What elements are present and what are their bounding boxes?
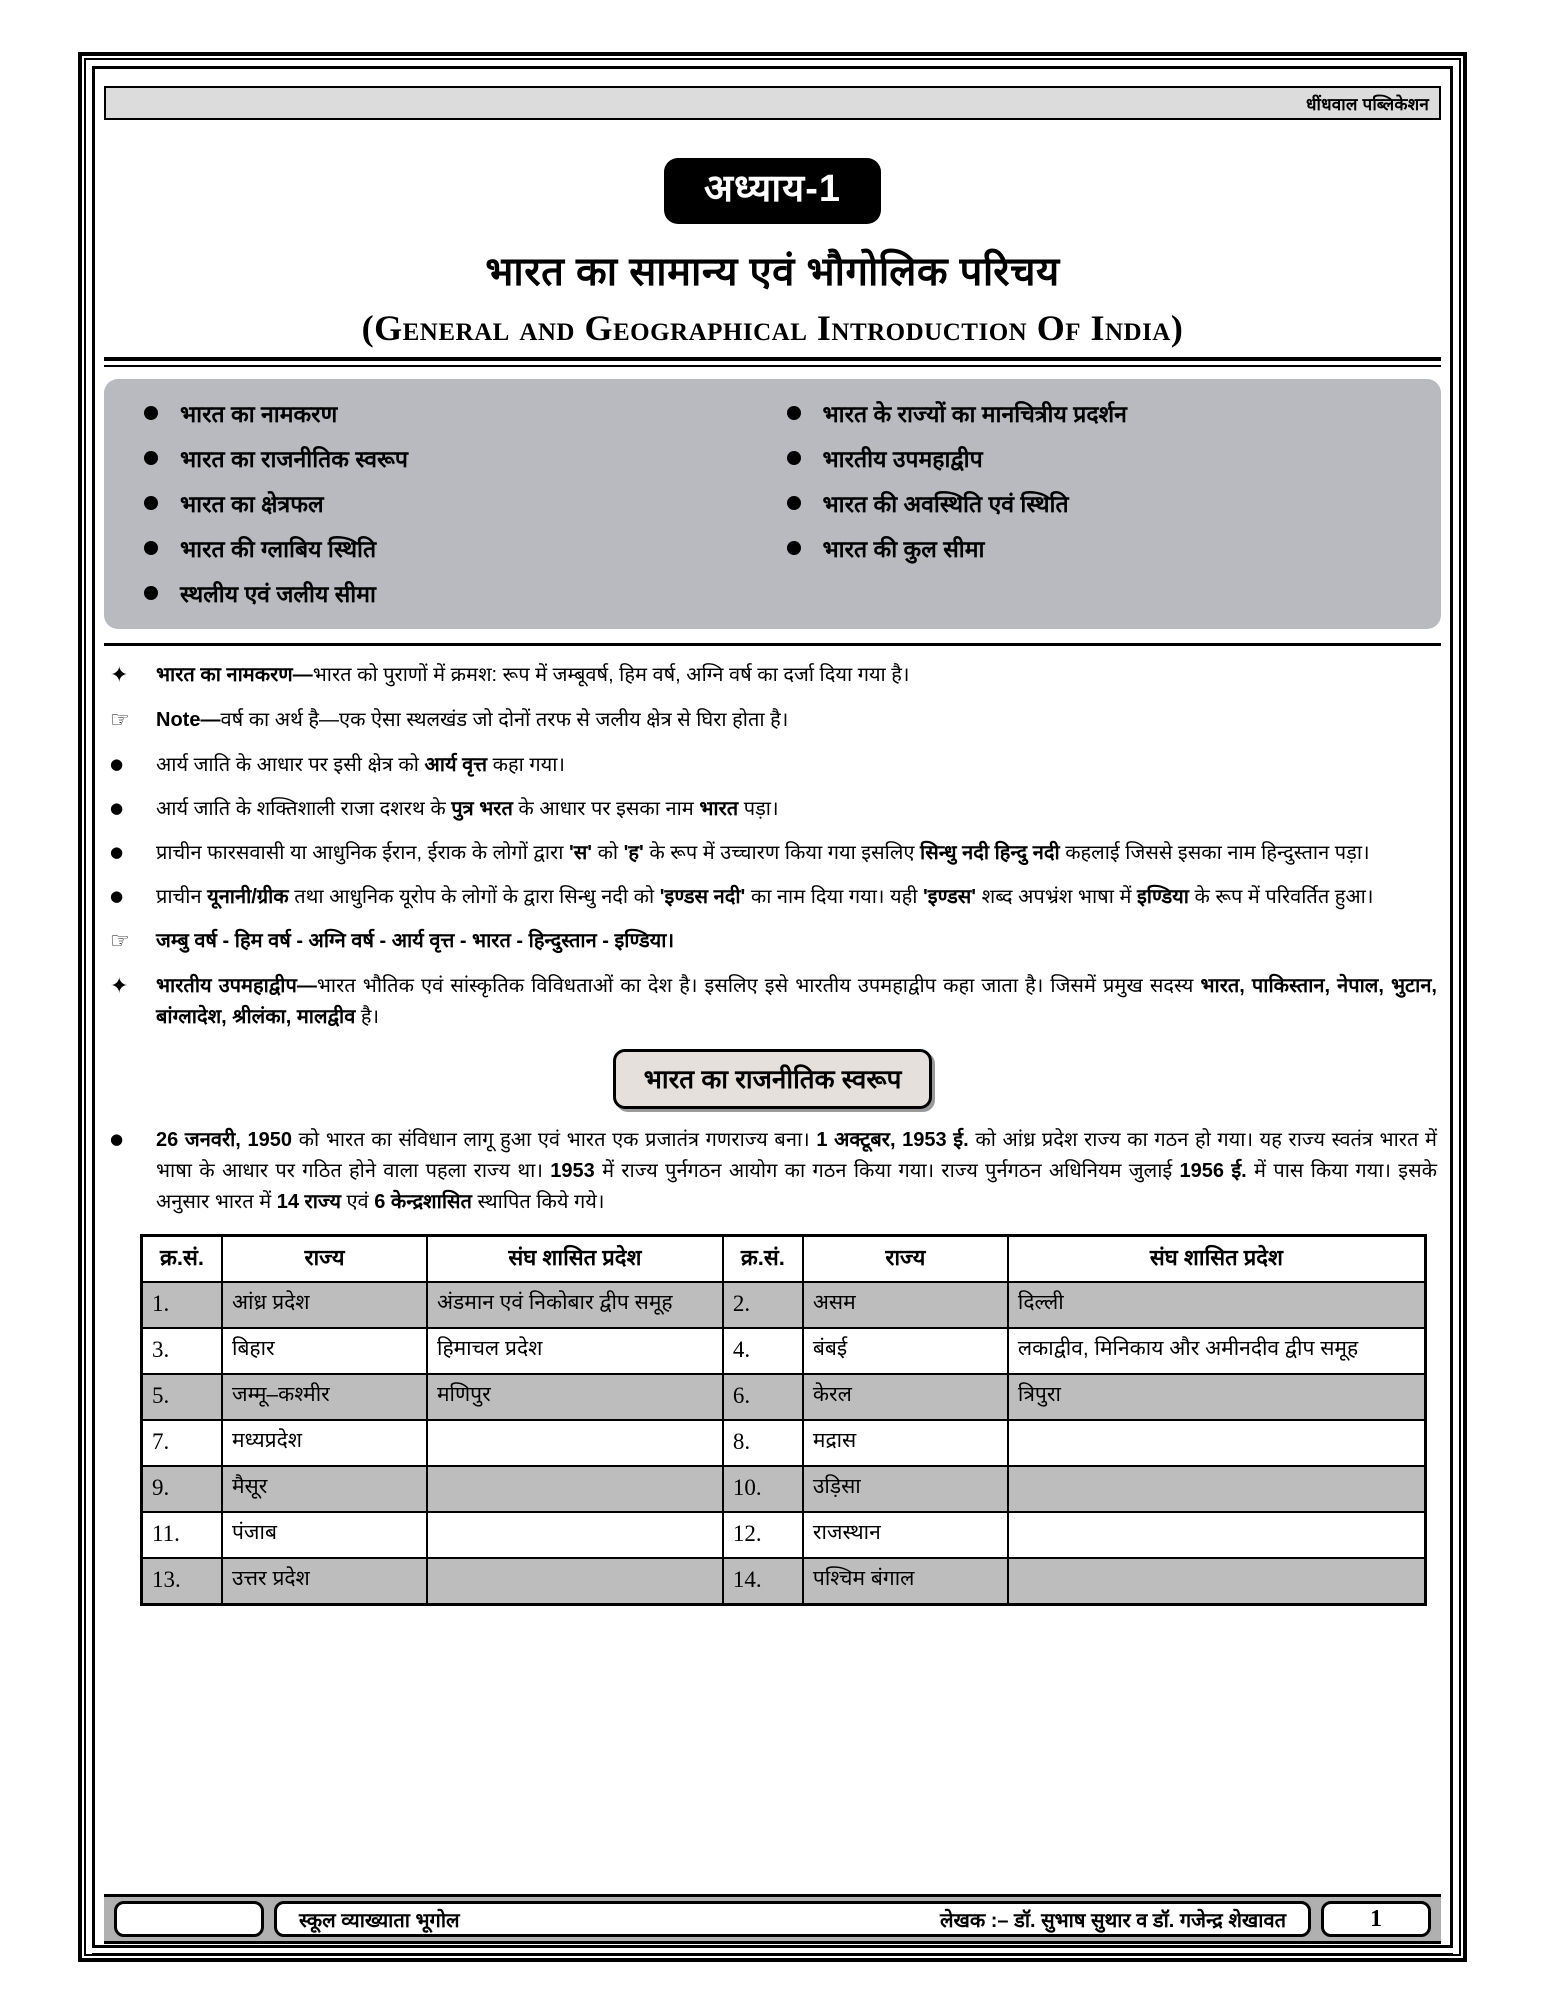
table-cell bbox=[427, 1466, 723, 1512]
topic-item bbox=[130, 397, 773, 429]
page-content bbox=[104, 78, 1441, 1936]
table-cell: मध्यप्रदेश bbox=[222, 1420, 427, 1466]
table-cell: 10. bbox=[723, 1466, 803, 1512]
bullet-dot-icon: ● bbox=[110, 1129, 124, 1148]
footer-bottom-rule bbox=[92, 1953, 1453, 1956]
table-cell bbox=[427, 1512, 723, 1558]
body-bullet-row bbox=[104, 705, 1441, 737]
body-bullet-row bbox=[104, 660, 1441, 692]
table-cell bbox=[427, 1558, 723, 1604]
body-bullet-row bbox=[104, 794, 1441, 825]
body-bullet-text: आर्य जाति के आधार पर इसी क्षेत्र को आर्य वृत्त कहा गया। bbox=[156, 753, 565, 776]
bullet-hand-icon: ☞ bbox=[110, 928, 130, 954]
table-cell: दिल्ली bbox=[1008, 1282, 1426, 1328]
table-body bbox=[142, 1282, 1426, 1604]
body-bullet-text: भारतीय उपमहाद्वीप—भारत भौतिक एवं सांस्कृतिक विविधताओं का देश है। इसलिए इसे भारतीय उपमहाद्वीप कहा जाता है। जिसमें प्रमुख सदस्य भारत, पाकिस्तान, नेपाल, भुटान, बांग्लादेश, श्रीलंका, मालद्वीव है। bbox=[156, 974, 1437, 1028]
bullet-star-icon: ✦ bbox=[110, 973, 129, 999]
body-bullet-text: प्राचीन यूनानी/ग्रीक तथा आधुनिक यूरोप के लोगों के द्वारा सिन्धु नदी को 'इण्डस नदी' का नाम दिया गया। यही 'इण्डस' शब्द अपभ्रंश भाषा में इण्डिया के रूप में परिवर्तित हुआ। bbox=[156, 885, 1374, 908]
table-column-header: संघ शासित प्रदेश bbox=[1008, 1235, 1426, 1282]
table-cell: 4. bbox=[723, 1328, 803, 1374]
topic-item bbox=[130, 532, 773, 564]
body-bullet-text: आर्य जाति के शक्तिशाली राजा दशरथ के पुत्र भरत के आधार पर इसका नाम भारत पड़ा। bbox=[156, 797, 779, 820]
table-row bbox=[142, 1374, 1426, 1420]
table-row bbox=[142, 1282, 1426, 1328]
table-cell: पंजाब bbox=[222, 1512, 427, 1558]
bullet-dot-icon bbox=[787, 406, 801, 420]
topic-item bbox=[130, 442, 773, 474]
table-cell: 8. bbox=[723, 1420, 803, 1466]
bullet-dot-icon: ● bbox=[110, 798, 124, 817]
topic-item-label: भारत का राजनीतिक स्वरूप bbox=[180, 446, 408, 472]
body-bullet-text: जम्बु वर्ष - हिम वर्ष - अग्नि वर्ष - आर्य वृत्त - भारत - हिन्दुस्तान - इण्डिया। bbox=[156, 929, 675, 952]
body-divider bbox=[104, 643, 1441, 646]
topic-item-label: स्थलीय एवं जलीय सीमा bbox=[180, 581, 376, 607]
section-heading: भारत का राजनीतिक स्वरूप bbox=[613, 1049, 933, 1109]
body-bullet-row bbox=[104, 971, 1441, 1033]
table-column-header: राज्य bbox=[222, 1235, 427, 1282]
section-paragraph-row bbox=[104, 1125, 1441, 1218]
table-header-row bbox=[142, 1235, 1426, 1282]
bullet-hand-icon: ☞ bbox=[110, 707, 130, 733]
body-bullet-text: Note—वर्ष का अर्थ है—एक ऐसा स्थलखंड जो दोनों तरफ से जलीय क्षेत्र से घिरा होता है। bbox=[156, 708, 789, 731]
section-heading-wrap bbox=[104, 1049, 1441, 1109]
topic-item bbox=[773, 487, 1416, 519]
chapter-title-hindi: भारत का सामान्य एवं भौगोलिक परिचय bbox=[485, 250, 1060, 294]
topic-item-label: भारत की अवस्थिति एवं स्थिति bbox=[822, 491, 1069, 517]
table-cell bbox=[1008, 1558, 1426, 1604]
table-cell: मद्रास bbox=[803, 1420, 1008, 1466]
table-cell: उड़िसा bbox=[803, 1466, 1008, 1512]
table-cell: उत्तर प्रदेश bbox=[222, 1558, 427, 1604]
table-cell: आंध्र प्रदेश bbox=[222, 1282, 427, 1328]
table-cell bbox=[427, 1420, 723, 1466]
table-row bbox=[142, 1420, 1426, 1466]
bullet-dot-icon bbox=[144, 586, 158, 600]
table-cell: मणिपुर bbox=[427, 1374, 723, 1420]
chapter-title-english: (General and Geographical Introduction Of India) bbox=[361, 308, 1184, 348]
bullet-dot-icon: ● bbox=[110, 754, 124, 773]
bullet-dot-icon bbox=[144, 541, 158, 555]
states-table-wrap bbox=[140, 1234, 1427, 1606]
table-cell: पश्चिम बंगाल bbox=[803, 1558, 1008, 1604]
body-bullet-text: प्राचीन फारसवासी या आधुनिक ईरान, ईराक के लोगों द्वारा 'स' को 'ह' के रूप में उच्चारण किया गया इसलिए सिन्धु नदी हिन्दु नदी कहलाई जिससे इसका नाम हिन्दुस्तान पड़ा। bbox=[156, 841, 1370, 864]
table-head bbox=[142, 1235, 1426, 1282]
footer-center-pill bbox=[274, 1901, 1311, 1937]
bullet-dot-icon: ● bbox=[110, 842, 124, 861]
table-cell: त्रिपुरा bbox=[1008, 1374, 1426, 1420]
chapter-number-tag: अध्याय-1 bbox=[664, 158, 881, 224]
body-bullet-text: भारत का नामकरण—भारत को पुराणों में क्रमश: रूप में जम्बूवर्ष, हिम वर्ष, अग्नि वर्ष का दर्जा दिया गया है। bbox=[156, 664, 910, 686]
table-column-header: राज्य bbox=[803, 1235, 1008, 1282]
table-cell bbox=[1008, 1512, 1426, 1558]
table-cell: 14. bbox=[723, 1558, 803, 1604]
footer-subject: स्कूल व्याख्याता भूगोल bbox=[299, 1909, 460, 1932]
topic-item bbox=[130, 487, 773, 519]
table-cell: 13. bbox=[142, 1558, 223, 1604]
topic-item bbox=[773, 442, 1416, 474]
publisher-band bbox=[104, 86, 1441, 120]
bullet-dot-icon bbox=[787, 541, 801, 555]
topic-item-label: भारत का नामकरण bbox=[180, 401, 338, 427]
table-column-header: क्र.सं. bbox=[142, 1235, 223, 1282]
topic-column-left bbox=[130, 397, 773, 609]
body-bullet-row bbox=[104, 838, 1441, 869]
table-cell: 9. bbox=[142, 1466, 223, 1512]
body-bullet-row bbox=[104, 926, 1441, 958]
bullet-dot-icon bbox=[144, 451, 158, 465]
bullet-dot-icon bbox=[144, 406, 158, 420]
table-cell: बंबई bbox=[803, 1328, 1008, 1374]
table-cell: लकाद्वीव, मिनिकाय और अमीनदीव द्वीप समूह bbox=[1008, 1328, 1426, 1374]
footer-left-pill bbox=[114, 1901, 264, 1937]
bullet-dot-icon bbox=[787, 496, 801, 510]
topic-item bbox=[130, 577, 773, 609]
table-cell: राजस्थान bbox=[803, 1512, 1008, 1558]
table-cell: 7. bbox=[142, 1420, 223, 1466]
table-row bbox=[142, 1466, 1426, 1512]
table-cell: असम bbox=[803, 1282, 1008, 1328]
table-cell: 11. bbox=[142, 1512, 223, 1558]
table-cell bbox=[1008, 1420, 1426, 1466]
chapter-tag-wrap bbox=[104, 158, 1441, 224]
table-cell: 12. bbox=[723, 1512, 803, 1558]
table-cell: बिहार bbox=[222, 1328, 427, 1374]
footer-authors: लेखक :– डॉ. सुभाष सुथार व डॉ. गजेन्द्र शेखावत bbox=[939, 1909, 1286, 1932]
topic-item bbox=[773, 532, 1416, 564]
table-column-header: क्र.सं. bbox=[723, 1235, 803, 1282]
bullet-dot-icon: ● bbox=[110, 886, 124, 905]
topic-column-right bbox=[773, 397, 1416, 609]
table-cell: जम्मू–कश्मीर bbox=[222, 1374, 427, 1420]
bullet-dot-icon bbox=[787, 451, 801, 465]
table-cell: 3. bbox=[142, 1328, 223, 1374]
section-paragraph: 26 जनवरी, 1950 को भारत का संविधान लागू हुआ एवं भारत एक प्रजातंत्र गणराज्य बना। 1 अक्टूबर, 1953 ई. को आंध्र प्रदेश राज्य का गठन हो गया। यह राज्य स्वतंत्र भारत में भाषा के आधार पर गठित होने वाला पहला राज्य था। 1953 में राज्य पुर्नगठन आयोग का गठन किया गया। राज्य पुर्नगठन अधिनियम जुलाई 1956 ई. में पास किया गया। इसके अनुसार भारत में 14 राज्य एवं 6 केन्द्रशासित स्थापित किये गये। bbox=[156, 1128, 1438, 1213]
topic-item bbox=[773, 397, 1416, 429]
table-cell: मैसूर bbox=[222, 1466, 427, 1512]
topic-overview-box bbox=[104, 379, 1441, 629]
table-row bbox=[142, 1328, 1426, 1374]
topic-item-label: भारत के राज्यों का मानचित्रीय प्रदर्शन bbox=[822, 401, 1127, 427]
topic-item-label: भारत की कुल सीमा bbox=[822, 536, 985, 562]
page-footer bbox=[104, 1894, 1441, 1944]
table-cell: केरल bbox=[803, 1374, 1008, 1420]
bullet-dot-icon bbox=[144, 496, 158, 510]
body-bullet-row bbox=[104, 750, 1441, 781]
table-row bbox=[142, 1512, 1426, 1558]
topic-item-label: भारत की ग्लाबिय स्थिति bbox=[180, 536, 377, 562]
table-cell: अंडमान एवं निकोबार द्वीप समूह bbox=[427, 1282, 723, 1328]
topic-item-label: भारतीय उपमहाद्वीप bbox=[822, 446, 983, 472]
table-cell: 6. bbox=[723, 1374, 803, 1420]
footer-page-number: 1 bbox=[1321, 1901, 1431, 1937]
body-bullet-list bbox=[104, 660, 1441, 1033]
table-column-header: संघ शासित प्रदेश bbox=[427, 1235, 723, 1282]
publisher-name: धींधवाल पब्लिकेशन bbox=[1306, 94, 1429, 114]
states-union-territories-table bbox=[140, 1234, 1427, 1606]
title-divider bbox=[104, 357, 1441, 367]
table-cell bbox=[1008, 1466, 1426, 1512]
table-row bbox=[142, 1558, 1426, 1604]
table-cell: 2. bbox=[723, 1282, 803, 1328]
body-bullet-row bbox=[104, 882, 1441, 913]
table-cell: 5. bbox=[142, 1374, 223, 1420]
topic-item-label: भारत का क्षेत्रफल bbox=[180, 491, 324, 517]
bullet-star-icon: ✦ bbox=[110, 663, 129, 688]
table-cell: हिमाचल प्रदेश bbox=[427, 1328, 723, 1374]
table-cell: 1. bbox=[142, 1282, 223, 1328]
